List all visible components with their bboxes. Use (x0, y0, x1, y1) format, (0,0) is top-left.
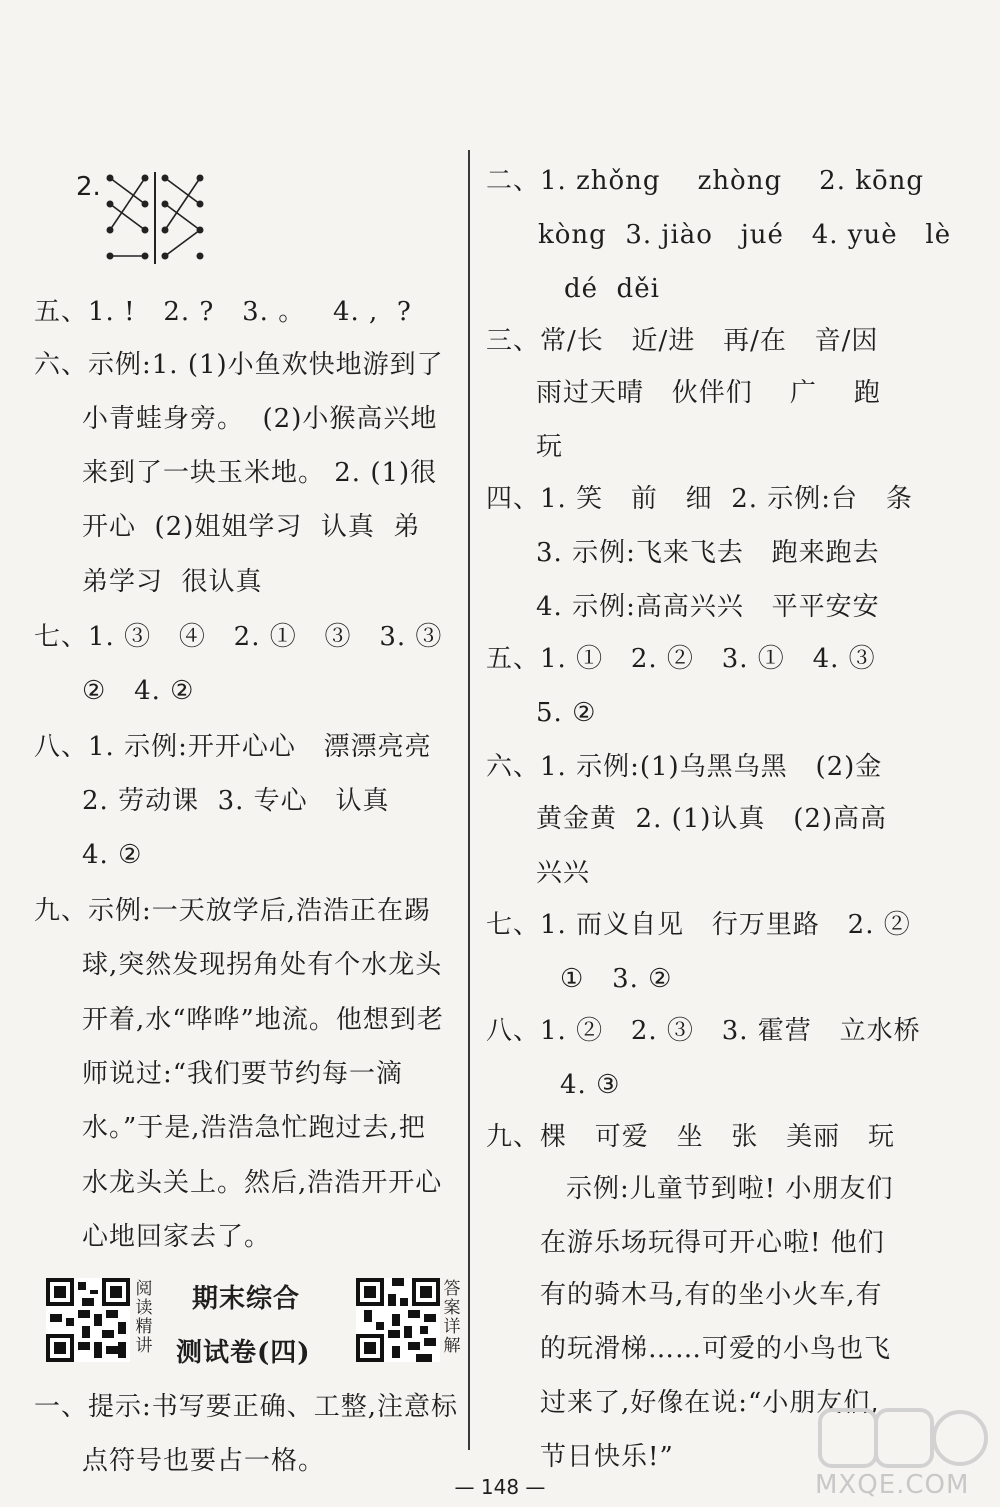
question-6-line-2: 小青蛙身旁。 (2)小猴高兴地 (82, 404, 438, 434)
r-question-5-line-1: 五、1. ① 2. ② 3. ① 4. ③ (486, 644, 876, 674)
r-question-3-line-2: 雨过天晴 伙伴们 广 跑 (536, 378, 881, 408)
question-6-line-4: 开心 (2)姐姐学习 认真 弟 (82, 512, 421, 542)
r-question-5-line-2: 5. ② (536, 698, 597, 728)
question-6-line-1: 六、示例:1. (1)小鱼欢快地游到了 (34, 350, 444, 380)
question-6-line-3: 来到了一块玉米地。 2. (1)很 (82, 458, 438, 488)
r-question-3-line-3: 玩 (536, 432, 564, 462)
question-7-line-2: ② 4. ② (82, 676, 195, 706)
watermark-text: MXQE.COM (815, 1470, 970, 1500)
question-1-line-1: 一、提示:书写要正确、工整,注意标 (34, 1392, 459, 1422)
question-9-line-3: 开着,水“哗哗”地流。他想到老 (82, 1005, 444, 1035)
r-question-9-line-2: 示例:儿童节到啦! 小朋友们 (566, 1174, 894, 1204)
question-9-line-7: 心地回家去了。 (82, 1222, 272, 1252)
qr-code-icon[interactable] (356, 1278, 440, 1362)
r-question-7-line-2: ① 3. ② (560, 964, 673, 994)
qr-right-label: 答案详解 (443, 1279, 461, 1356)
question-5-answer: 五、1. ! 2. ? 3. 。 4. , ? (34, 297, 412, 327)
r-question-2-line-2: kòng 3. jiào jué 4. yuè lè (538, 220, 952, 250)
r-question-6-line-3: 兴兴 (536, 858, 591, 888)
r-question-6-line-1: 六、1. 示例:(1)乌黑乌黑 (2)金 (486, 752, 883, 782)
question-8-line-1: 八、1. 示例:开开心心 漂漂亮亮 (34, 732, 432, 762)
section-title-line-1: 期末综合 (192, 1284, 301, 1314)
column-divider (468, 150, 470, 1450)
question-9-line-6: 水龙头关上。然后,浩浩开开心 (82, 1168, 443, 1198)
question-1-line-2: 点符号也要占一格。 (82, 1446, 326, 1476)
question-9-line-5: 水。”于是,浩浩急忙跑过去,把 (82, 1113, 426, 1143)
r-question-9-line-4: 有的骑木马,有的坐小火车,有 (540, 1280, 883, 1310)
r-question-8-line-1: 八、1. ② 2. ③ 3. 霍营 立水桥 (486, 1016, 921, 1046)
question-9-line-1: 九、示例:一天放学后,浩浩正在踢 (34, 896, 432, 926)
question-9-line-4: 师说过:“我们要节约每一滴 (82, 1059, 404, 1089)
r-question-9-line-6: 过来了,好像在说:“小朋友们, (540, 1388, 880, 1418)
r-question-9-line-3: 在游乐场玩得可开心啦! 他们 (540, 1228, 885, 1258)
question-8-line-2: 2. 劳动课 3. 专心 认真 (82, 786, 390, 816)
question-2-label: 2. (76, 172, 101, 202)
question-9-line-2: 球,突然发现拐角处有个水龙头 (82, 950, 443, 980)
r-question-4-line-1: 四、1. 笑 前 细 2. 示例:台 条 (486, 484, 913, 514)
r-question-7-line-1: 七、1. 而义自见 行万里路 2. ② (486, 910, 911, 940)
r-question-9-line-5: 的玩滑梯……可爱的小鸟也飞 (540, 1334, 892, 1364)
r-question-4-line-2: 3. 示例:飞来飞去 跑来跑去 (536, 538, 880, 568)
section-title-line-2: 测试卷(四) (176, 1338, 311, 1368)
question-7-line-1: 七、1. ③ ④ 2. ① ③ 3. ③ (34, 622, 443, 652)
r-question-4-line-3: 4. 示例:高高兴兴 平平安安 (536, 592, 880, 622)
r-question-2-line-3: dé děi (564, 274, 660, 304)
r-question-8-line-2: 4. ③ (560, 1070, 621, 1100)
r-question-9-line-7: 节日快乐!” (540, 1442, 674, 1472)
qr-left-label: 阅读精讲 (135, 1279, 153, 1356)
r-question-2-line-1: 二、1. zhǒng zhòng 2. kōng (486, 166, 925, 196)
question-6-line-5: 弟学习 很认真 (82, 567, 263, 597)
r-question-6-line-2: 黄金黄 2. (1)认真 (2)高高 (536, 804, 888, 834)
r-question-9-line-1: 九、棵 可爱 坐 张 美丽 玩 (486, 1122, 895, 1152)
matching-lines-diagram (100, 172, 210, 264)
qr-code-icon[interactable] (46, 1278, 130, 1362)
page-number: — 148 — (454, 1475, 546, 1499)
r-question-3-line-1: 三、常/长 近/进 再/在 音/因 (486, 326, 879, 356)
question-8-line-3: 4. ② (82, 840, 143, 870)
